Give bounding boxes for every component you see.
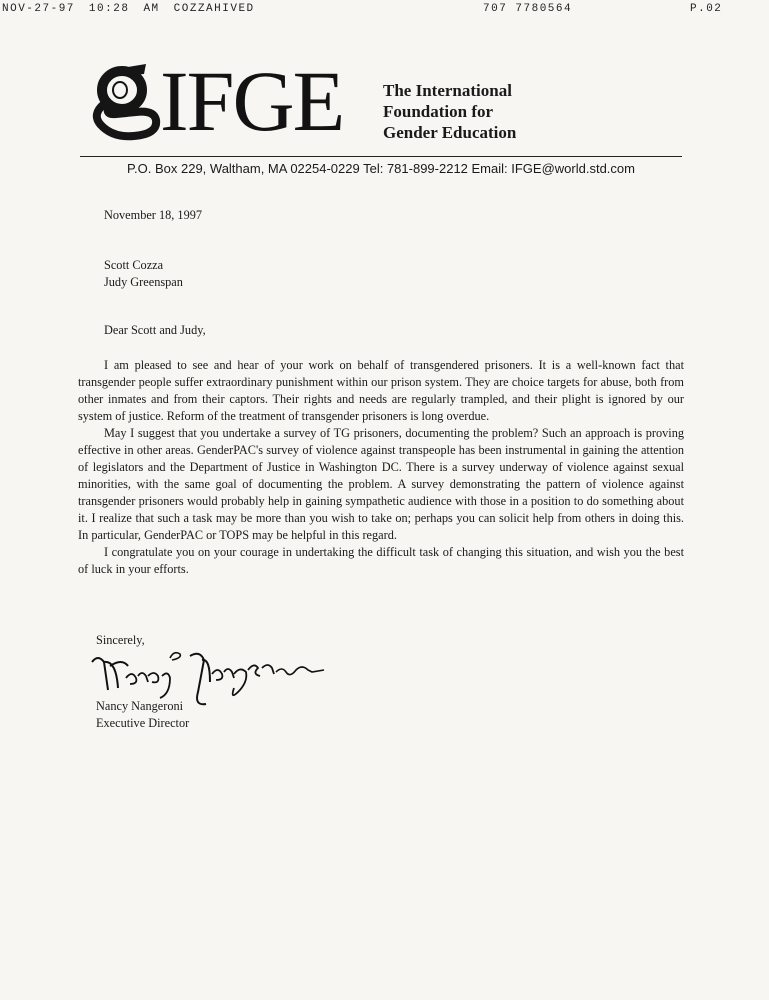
salutation: Dear Scott and Judy, <box>104 323 206 337</box>
fax-sender: COZZAHIVED <box>173 3 255 15</box>
fax-date: NOV-27-97 <box>2 3 75 15</box>
contact-address: P.O. Box 229, Waltham, MA 02254-0229 Tel: 781-899-2212 Email: IFGE@world.std.com <box>127 161 635 176</box>
letter-date: November 18, 1997 <box>104 208 203 222</box>
letterhead-divider <box>80 156 682 157</box>
organization-name <box>383 80 516 143</box>
fax-time: 10:28 <box>88 3 130 15</box>
org-name-line: Foundation for <box>383 102 494 121</box>
org-name-line: Gender Education <box>383 123 517 142</box>
fax-phone: 707 7780564 <box>483 3 573 15</box>
ifge-logo-icon <box>86 62 166 144</box>
ifge-wordmark: IFGE <box>160 53 344 149</box>
signer-block <box>96 698 708 732</box>
recipient-name: Judy Greenspan <box>104 275 183 289</box>
recipient-block <box>104 257 716 291</box>
fax-page: P.02 <box>690 3 723 15</box>
signer-name: Nancy Nangeroni <box>96 699 184 713</box>
closing: Sincerely, <box>96 633 145 647</box>
fax-ampm: AM <box>143 3 160 15</box>
body-paragraph: I congratulate you on your courage in undertaking the difficult task of changing this situation, and wish you the best of luck in your efforts. <box>78 545 684 576</box>
body-paragraph: May I suggest that you undertake a survey of TG prisoners, documenting the problem? Such an approach is proving effective in other areas. GenderPAC's survey of violence against transpeople has been instrumental in gaining the attention of legislators and the Department of Justice in Washington DC. There is a survey underway of violence against sexual minorities, with the same goal of documenting the problem. A survey demonstrating the pattern of violence against transgender prisoners would probably help in gaining sympathetic audience with those in a position to do something about it. I realize that such a task may be more than you wish to take on; perhaps you can solicit help from others in doing this. In particular, GenderPAC or TOPS may be helpful in this regard. <box>78 426 684 542</box>
org-name-line: The International <box>383 81 512 100</box>
letter-body <box>78 357 684 578</box>
recipient-name: Scott Cozza <box>104 258 164 272</box>
signer-title: Executive Director <box>96 716 190 730</box>
fax-header-left <box>2 3 269 15</box>
body-paragraph: I am pleased to see and hear of your work on behalf of transgendered prisoners. It is a well-known fact that transgender people suffer extraordinary punishment within our prison system. They are choice targets for abuse, both from other inmates and from their captors. Their rights and needs are regularly trampled, and their plight is ignored by our system of justice. Reform of the treatment of transgender prisoners is long overdue. <box>78 358 684 423</box>
